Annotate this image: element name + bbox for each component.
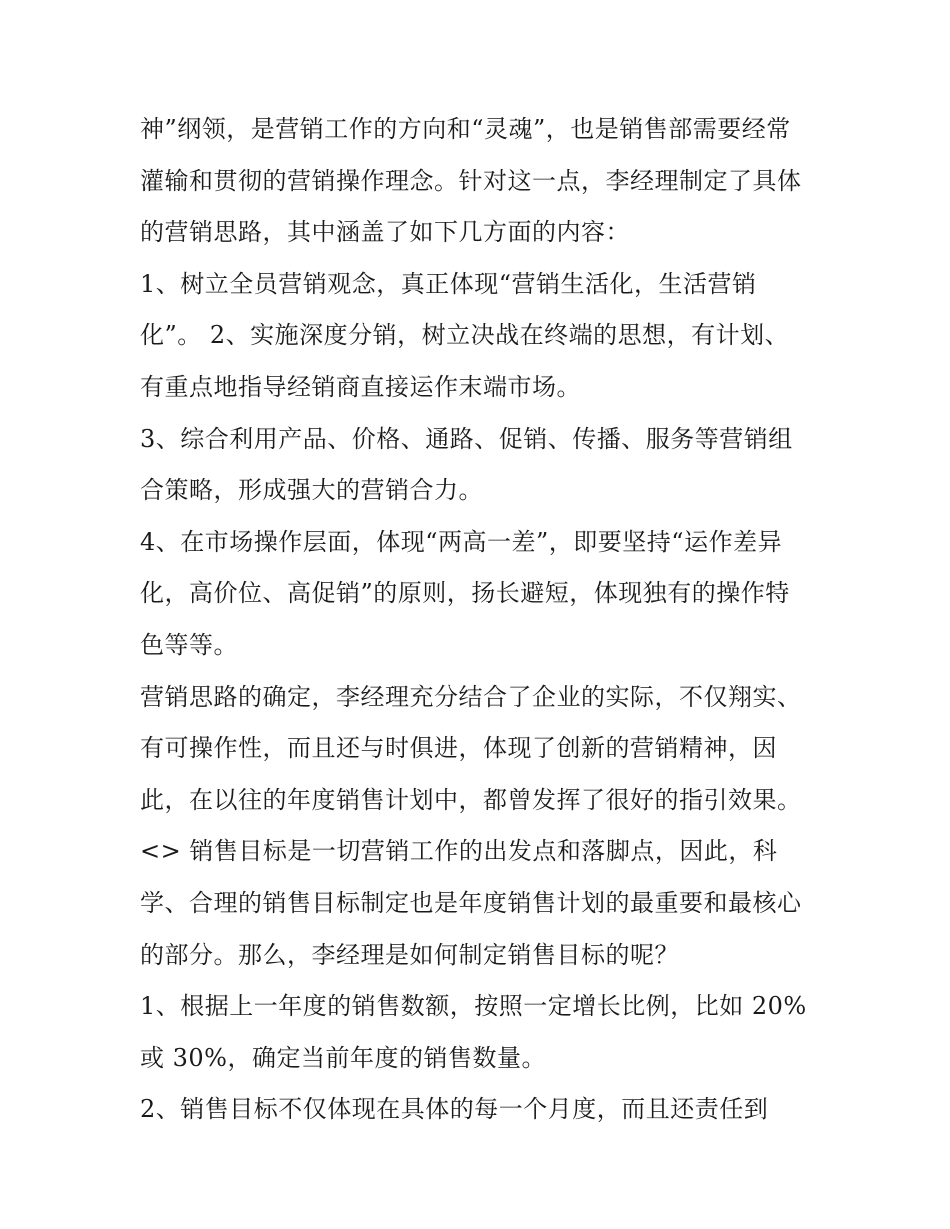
text-line: <> 销售目标是一切营销工作的出发点和落脚点，因此，科	[140, 837, 778, 866]
text-line: 灌输和贯彻的营销操作理念。针对这一点，李经理制定了具体	[140, 166, 802, 195]
text-line: 学、合理的销售目标制定也是年度销售计划的最重要和最核心	[140, 888, 802, 917]
text-line: 营销思路的确定，李经理充分结合了企业的实际，不仅翔实、	[140, 682, 802, 711]
text-line: 或 30%，确定当前年度的销售数量。	[140, 1043, 546, 1072]
text-line: 化”。 2、实施深度分销，树立决战在终端的思想，有计划、	[140, 321, 790, 350]
text-line: 神”纲领，是营销工作的方向和“灵魂”，也是销售部需要经常	[140, 115, 791, 143]
text-line: 有重点地指导经销商直接运作末端市场。	[140, 372, 581, 401]
text-line: 有可操作性，而且还与时俱进，体现了创新的营销精神，因	[140, 734, 777, 763]
text-line: 1、根据上一年度的销售数额，按照一定增长比例，比如 20%	[140, 992, 807, 1021]
text-line: 3、综合利用产品、价格、通路、促销、传播、服务等营销组	[140, 424, 793, 453]
text-line: 2、销售目标不仅体现在具体的每一个月度，而且还责任到	[140, 1095, 769, 1124]
text-line: 的营销思路，其中涵盖了如下几方面的内容：	[140, 218, 630, 247]
text-line: 此，在以往的年度销售计划中，都曾发挥了很好的指引效果。	[140, 785, 802, 814]
text-line: 的部分。那么，李经理是如何制定销售目标的呢？	[140, 940, 679, 969]
text-line: 色等等。	[140, 630, 238, 659]
text-line: 化，高价位、高促销”的原则，扬长避短，体现独有的操作特	[140, 579, 790, 608]
text-line: 1、树立全员营销观念，真正体现“营销生活化，生活营销	[140, 269, 757, 298]
text-line: 合策略，形成强大的营销合力。	[140, 476, 483, 505]
document-body	[140, 104, 840, 1136]
text-line: 4、在市场操作层面，体现“两高一差”，即要坚持“运作差异	[140, 527, 783, 556]
